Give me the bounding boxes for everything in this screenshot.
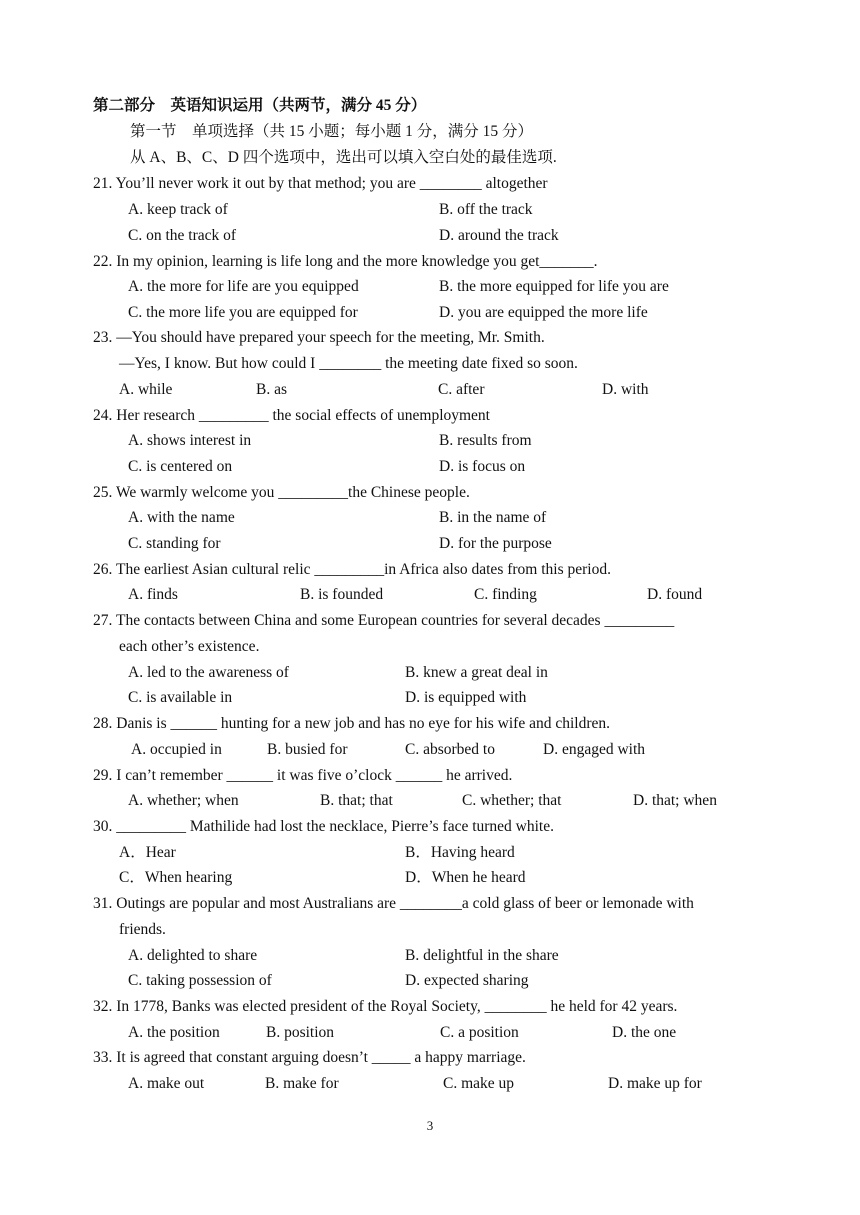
question-30-option-b: B．Having heard [405,844,515,861]
question-27-option-a: A. led to the awareness of [128,664,289,681]
question-26-option-d: D. found [647,586,703,603]
question-21-option-c: C. on the track of [128,227,237,244]
question-31-option-b: B. delightful in the share [405,947,559,964]
part-heading: 第二部分 英语知识运用（共两节，满分 45 分） [93,97,427,114]
question-27-stem: 27. The contacts between China and some European countries for several decades _________ [93,612,675,629]
question-32-option-c: C. a position [440,1024,519,1041]
question-29-option-b: B. that; that [320,792,393,809]
question-32-option-d: D. the one [612,1024,677,1041]
question-24-option-b: B. results from [439,432,532,449]
question-28-option-b: B. busied for [267,741,348,758]
question-32-stem: 32. In 1778, Banks was elected president of the Royal Society, ________ he held for 42 years. [93,998,678,1015]
question-31-stem-line2: friends. [119,921,166,938]
question-24-stem: 24. Her research _________ the social effects of unemployment [93,407,490,424]
question-22-stem: 22. In my opinion, learning is life long and the more knowledge you get_______. [93,253,598,270]
question-33-option-c: C. make up [443,1075,515,1092]
question-25-option-d: D. for the purpose [439,535,552,552]
question-27-option-d: D. is equipped with [405,689,527,706]
question-25-stem: 25. We warmly welcome you _________the Chinese people. [93,484,470,501]
question-28-option-c: C. absorbed to [405,741,495,758]
section-heading: 第一节 单项选择（共 15 小题；每小题 1 分，满分 15 分） [130,123,534,140]
instruction-text: 从 A、B、C、D 四个选项中，选出可以填入空白处的最佳选项. [130,149,557,166]
question-21-option-a: A. keep track of [128,201,228,218]
question-23-stem-line2: —Yes, I know. But how could I ________ the meeting date fixed so soon. [119,355,578,372]
question-22-option-a: A. the more for life are you equipped [128,278,359,295]
question-24-option-c: C. is centered on [128,458,233,475]
question-21-option-b: B. off the track [439,201,533,218]
question-29-option-a: A. whether; when [128,792,239,809]
question-30-option-d: D．When he heard [405,869,526,886]
question-33-stem: 33. It is agreed that constant arguing doesn’t _____ a happy marriage. [93,1049,526,1066]
question-26-option-a: A. finds [128,586,178,603]
question-33-option-b: B. make for [265,1075,339,1092]
question-27-stem-line2: each other’s existence. [119,638,260,655]
question-23-option-b: B. as [256,381,287,398]
question-28-option-d: D. engaged with [543,741,646,758]
question-33-option-d: D. make up for [608,1075,702,1092]
question-27-option-b: B. knew a great deal in [405,664,548,681]
question-30-stem: 30. _________ Mathilide had lost the necklace, Pierre’s face turned white. [93,818,554,835]
question-30-option-a: A．Hear [119,844,176,861]
page-number: 3 [426,1118,434,1133]
question-33-option-a: A. make out [128,1075,205,1092]
question-28-option-a: A. occupied in [131,741,222,758]
question-25-option-a: A. with the name [128,509,235,526]
question-28-stem: 28. Danis is ______ hunting for a new job and has no eye for his wife and children. [93,715,610,732]
question-21-option-d: D. around the track [439,227,559,244]
question-22-option-d: D. you are equipped the more life [439,304,648,321]
question-31-option-a: A. delighted to share [128,947,258,964]
question-32-option-a: A. the position [128,1024,220,1041]
question-31-option-d: D. expected sharing [405,972,529,989]
question-31-stem: 31. Outings are popular and most Australians are ________a cold glass of beer or lemonade with [93,895,694,912]
question-29-option-d: D. that; when [633,792,717,809]
question-29-stem: 29. I can’t remember ______ it was five o’clock ______ he arrived. [93,767,513,784]
question-25-option-b: B. in the name of [439,509,547,526]
question-22-option-c: C. the more life you are equipped for [128,304,358,321]
question-31-option-c: C. taking possession of [128,972,272,989]
question-21-stem: 21. You’ll never work it out by that method; you are ________ altogether [93,175,548,192]
question-26-option-c: C. finding [474,586,537,603]
question-30-option-c: C．When hearing [119,869,233,886]
question-22-option-b: B. the more equipped for life you are [439,278,669,295]
question-23-option-c: C. after [438,381,485,398]
question-32-option-b: B. position [266,1024,335,1041]
question-25-option-c: C. standing for [128,535,221,552]
question-26-option-b: B. is founded [300,586,384,603]
question-24-option-d: D. is focus on [439,458,526,475]
question-27-option-c: C. is available in [128,689,233,706]
question-23-option-a: A. while [119,381,173,398]
question-23-option-d: D. with [602,381,649,398]
question-29-option-c: C. whether; that [462,792,562,809]
question-24-option-a: A. shows interest in [128,432,252,449]
question-26-stem: 26. The earliest Asian cultural relic _________in Africa also dates from this period. [93,561,611,578]
question-23-stem: 23. —You should have prepared your speech for the meeting, Mr. Smith. [93,329,545,346]
